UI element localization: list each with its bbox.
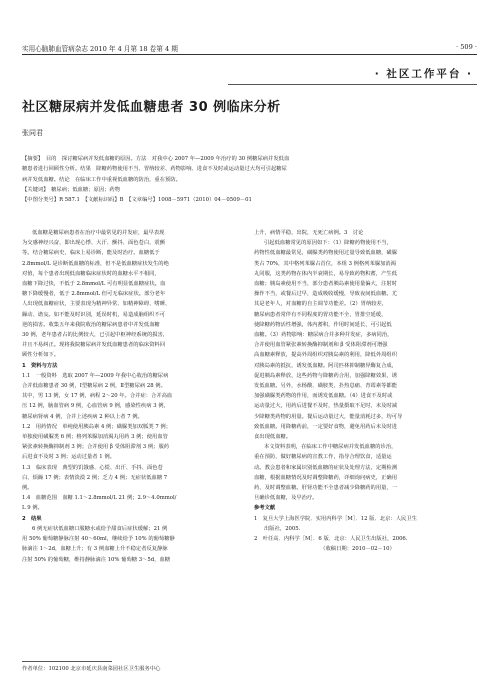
body-line: 血糖。（3）药物影响：糖尿病合并多种并发症，多病同治， (254, 332, 393, 339)
body-line: 躁动、谵妄。如不能及时识别，延误时机，易造成脑组织不可 (22, 311, 166, 318)
body-line: 引起低血糖常见的原因如下：（1）降糖药物使用不当， (264, 240, 392, 247)
body-line: （收稿日期：2010－02－10） (254, 546, 395, 553)
classification-line: 【中图分类号】R 587.1 【文献标识码】B 【文章编号】1008－5971（2010）04－0509－01 (22, 197, 252, 204)
body-line: 使降糖药物活性增强，体内蓄积，作用时间延长，可引起低 (254, 321, 392, 328)
body-line: 致低血糖。用降糖药前，一定要好食物，避免用药后未及时进 (254, 423, 398, 430)
body-line: 30 例，老年患者占的比例较大，已引起中枢神经系统的损害， (22, 332, 169, 339)
article-title: 社区糖尿病并发低血糖患者 30 例临床分析 (22, 100, 281, 115)
body-line: 低血糖是糖尿病患者在治疗中最常见的并发症，最早表现 (32, 230, 165, 236)
body-line: 为交感神经兴奋，即出现心悸、大汗、颤抖、面色苍白、震颤 (22, 240, 166, 247)
body-line: 药，及时调整血糖。肝肾功能不全患者减少降糖药的用量，一 (254, 485, 398, 492)
body-line: 白、烦躁 17 例；表情淡漠 2 例；乏力 4 例；无症状低血糖 7 (22, 474, 168, 481)
page-number: · 509 · (456, 43, 477, 51)
body-line: 高血糖素释放，提高外周组织对胰岛素的利用，降低外周组织 (254, 352, 398, 359)
body-line: 糖下降缓慢者，低于 2.8mmol/L 但可无临床症状。部分老年 (22, 291, 166, 298)
body-line: 顾性分析如下。 (22, 352, 60, 359)
body-line: 对值，每个患者出现低血糖临床症状时的血糖水平不相同， (22, 270, 160, 277)
body-line: 糖尿病肾病 4 例，合并上述疾病 2 种以上者 7 例。 (22, 413, 143, 420)
abstract-line: 糖患者进行回顾性分析。结果 降糖药物使用不当、胃纳较差、药物影响、进食不及时或运动量过大均可引起糖尿 (22, 166, 287, 173)
body-line: 例。 (22, 485, 33, 492)
body-line: 单独使用磺脲类 6 例；格列苯脲加消渴丸用药 3 例；使用血管 (22, 434, 168, 441)
body-line: 糖尿病患者常伴有不同程度的胃功能不全，胃排空延缓， (254, 311, 387, 318)
body-line: 2 叶任高．内科学［M］．6 版．北京：人民卫生出版社，2006. (254, 536, 408, 543)
section-rule (228, 84, 477, 85)
body-line: 食出现低血糖。 (254, 434, 292, 441)
body-line: 后进食不及时 3 例；运动过量者 1 例。 (22, 454, 115, 461)
body-line: 其是老年人，对血糖的自主调节功能差。（2）胃纳较差， (254, 301, 388, 308)
section-heading: 2 结果 (22, 515, 42, 522)
body-line: 丸同服，这类药物在体内半衰期长，易导致药物积蓄，产生低 (254, 270, 398, 277)
body-line: 加强磺脲类药物的作用，而诱发低血糖。（4）进食不及时或 (254, 393, 393, 400)
body-line: 对胰岛素的抵抗，诱发低血糖。阿司匹林抑制糖异酶复合成， (254, 362, 398, 369)
body-line: 出版社，2005. (264, 525, 301, 532)
body-line: 1.1 一般资料 选取 2007 年—2009 年我中心收治的糖尿病 (22, 372, 169, 379)
body-line: 合并低血糖患者 30 例，Ⅰ型糖尿病 2 例，Ⅱ型糖尿病 28 例。 (22, 383, 166, 390)
article-author: 张同君 (22, 129, 43, 137)
body-line: 1.4 血糖范围 血糖 1.1～2.8mmol/L 21 例；2.9～4.0mmol/ (22, 495, 177, 502)
body-line: 逆的损害。收集五年来我院收治的糖尿病患者中并发低血糖 (22, 321, 160, 328)
body-line: 压 12 例，脑血管病 9 例，心血管病 9 例，感染性疾病 3 例， (22, 403, 169, 410)
body-line: 动。教会患者和家属识别低血糖的症状及处理方法，定期检测 (254, 464, 398, 471)
body-line: L 9 例。 (22, 505, 43, 512)
keywords-line: 【关键词】 糖尿病；低血糖；原因；药物 (22, 186, 120, 193)
body-line: 6 例无症状低血糖口服糖水或给予甜食后症状缓解；21 例 (32, 525, 168, 532)
body-line: 发低血糖。另外，水杨酸、磺胺类、扑热息痛、青霉素等都能 (254, 383, 398, 390)
right-column (254, 228, 480, 555)
body-line: 2.8mmol/L 是诊断低血糖的标准，但不是低血糖症状发生的绝 (22, 260, 169, 267)
body-line: 旦确诊低血糖，及早治疗。 (254, 495, 318, 502)
body-line: 合并使用血管紧张素转换酶抑制剂和 β 受体阻滞剂可增强 (254, 342, 388, 349)
body-line: 操作不当，或餐后过早，造成吸收缓慢，导致夜间低血糖。尤 (254, 291, 398, 298)
section-heading: 参考文献 (254, 505, 276, 512)
running-header (22, 41, 477, 53)
body-line: 其中，男 13 例，女 17 例，病程 2～20 年。合并症：合并高血 (22, 393, 173, 400)
journal-name: 实用心脑肺血管病杂志 2010 年 4 月第 18 卷第 4 期 (22, 45, 178, 53)
body-line: 注射 50% 的葡萄糖，维持静脉滴注 10% 葡萄糖 3～5d，血糖 (22, 556, 171, 563)
body-line: 紧张素转换酶抑制剂 3 例；合并使用 β 受体阻滞剂 3 例；服药 (22, 444, 170, 451)
body-line: 类占 70%，其中格列苯脲占首位，本组 3 例格列苯脲加消渴 (254, 260, 397, 267)
left-column (22, 228, 248, 565)
body-line: 促进胰岛素释放，这些药物与降糖药合用，加强降糖效果，诱 (254, 372, 398, 379)
abstract-block (22, 154, 480, 205)
body-line: 血糖；胰岛素使用不当，部分患者胰岛素使用量偏大，注射时 (254, 281, 398, 288)
body-line: 药物性低血糖最常见，磺脲类药物使用过量导致低血糖，磺脲 (254, 250, 398, 257)
abstract-line: 【摘要】 目的 探讨糖尿病并发低血糖的原因。方法 对我中心 2007 年—2009 年治疗的 30 例糖尿病并发低血 (22, 156, 290, 162)
header-rule (22, 54, 477, 55)
body-line: 少降糖类药物的用量。餐后运动量过大，能量消耗过多，均可导 (254, 413, 403, 420)
section-title: · 社区工作平台 · (374, 68, 473, 80)
body-line: 本文资料表明，在临床工作中糖尿病并发低血糖的诊治， (264, 444, 397, 451)
body-line: 重在预防，做好糖尿病的宣教工作，指导合理饮食，适量运 (254, 454, 392, 461)
body-line: 用 50% 葡萄糖静脉注射 40～60ml，继续给予 10% 的葡萄糖静 (22, 536, 175, 543)
body-line: 运动量过大，用药后进餐不及时，热量摄取不足时，未及时减 (254, 403, 398, 410)
body-line: 人出现低血糖症状，主要表现为精神异常、如精神障碍、嗜睡、 (22, 301, 171, 308)
body-line: 血糖，根据血糖情况及时调整降糖药，详细询问病史，正确用 (254, 474, 398, 481)
section-heading: 1 资料与方法 (22, 362, 58, 369)
body-line: 上升，病情平稳，出院，无死亡病例。3 讨论 (254, 230, 364, 236)
body-line: 并且不易纠正。现将我院糖尿病并发低血糖患者的临床资料回 (22, 342, 166, 349)
body-line: 血糖下降过快，不低于 2.8mmol/L 可有明显低血糖症状。血 (22, 281, 166, 288)
body-line: 等。结合糖尿病史，临床上易诊断，能及时治疗。血糖低于 (22, 250, 160, 257)
body-line: 1 复旦大学上海医学院．实用内科学［M］．12 版．北京：人民卫生 (254, 515, 417, 522)
body-line: 1.2 用药情况 单纯使用胰岛素 4 例；磺脲类加双胍类 7 例； (22, 423, 172, 430)
body-line: 脉滴注 1～2d，血糖上升；有 3 例血糖上升不稳定者反复静脉 (22, 546, 168, 553)
author-affiliation: 作者单位：102100 北京市延庆县南菜园社区卫生服务中心 (22, 666, 161, 672)
abstract-line: 病并发低血糖。结论 在临床工作中重视低血糖的防治，重在预防。 (22, 176, 181, 183)
body-line: 1.3 临床表现 典型的饥饿感、心慌、出汗、手抖、面色苍 (22, 464, 163, 471)
footnote-rule (22, 661, 112, 662)
